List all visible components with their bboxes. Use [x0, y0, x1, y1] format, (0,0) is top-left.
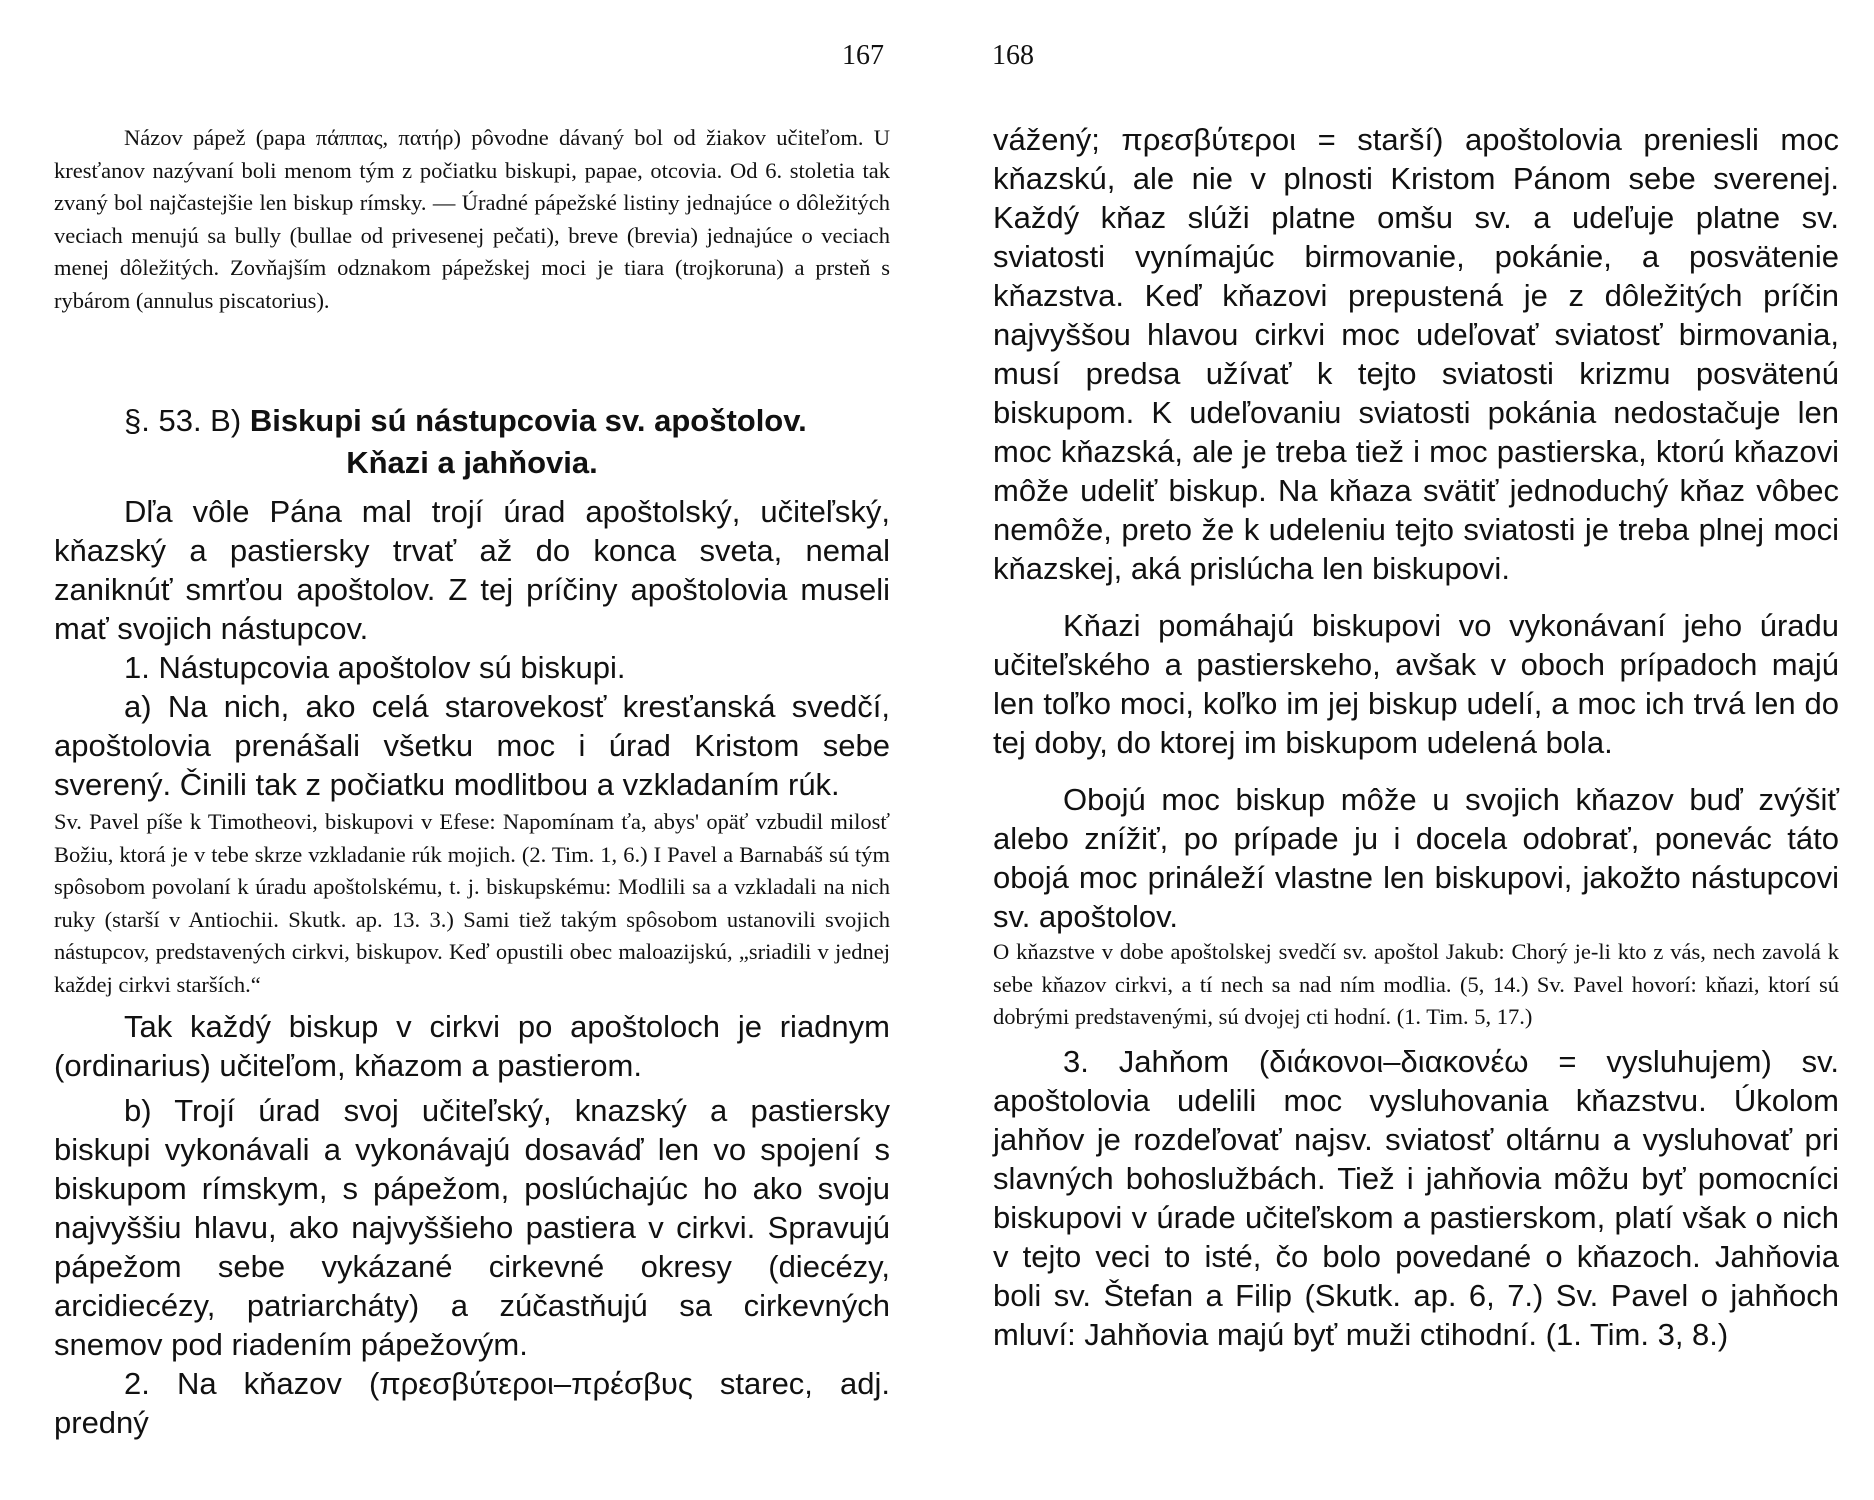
section-heading-line1: [54, 400, 890, 442]
section-title-1: Biskupi sú nástupcovia sv. apoštolov.: [249, 403, 807, 438]
priests-help-paragraph: Kňazi pomáhajú biskupovi vo vykonávaní jeho úradu učiteľského a pastierskeho, avšak v oboch prípadoch majú len toľko moci, koľko im jej biskup udelí, a moc ich trvá len do tej doby, do ktorej im biskupom udelená bola.: [993, 608, 1839, 760]
james-quote: O kňazstve v dobe apoštolskej svedčí sv. apoštol Jakub: Chorý je-li kto z vás, nech zavolá k sebe kňazov cirkvi, a tí nech sa nad ním modlia. (5, 14.) Sv. Pavel hovorí: kňazi, ktorí sú dobrými predstavenými, sú dvojej cti hodní. (1. Tim. 5, 17.): [993, 939, 1839, 1029]
point-1a-quote: Sv. Pavel píše k Timotheovi, biskupovi v Efese: Napomínam ťa, abys' opäť vzbudil milosť Božiu, ktorá je v tebe skrze vzkladanie rúk mojich. (2. Tim. 1, 6.) I Pavel a Barnabáš sú tým spôsobom povolaní k úradu apoštolskému, t. j. biskupskému: Modlili sa a vzkladali na nich ruky (starší v Antiochii. Skutk. ap. 13. 3.) Sami tiež takým spôsobom ustanovili svojich nástupcov, predstavených cirkvi, biskupov. Keď opustili obec maloazijskú, „sriadili v jednej každej cirkvi starších.“: [54, 809, 890, 997]
point-1: 1. Nástupcovia apoštolov sú biskupi.: [124, 650, 626, 685]
point-1b: b) Trojí úrad svoj učiteľský, knazský a pastiersky biskupi vykonávali a vykonávajú dosaváď len vo spojení s biskupom rímskym, s pápežom, poslúchajúc ho ako svoju najvyššiu hlavu, ako najvyššieho pastiera v cirkvi. Spravujú pápežom sebe vykázané cirkevné okresy (diecézy, arcidiecézy, patriarcháty) a zúčastňujú sa cirkevných snemov pod riadením pápežovým.: [54, 1093, 890, 1362]
intro-paragraph: Dľa vôle Pána mal trojí úrad apoštolský, učiteľský, kňazský a pastiersky trvať až do konca sveta, nemal zaniknúť smrťou apoštolov. Z tej príčiny apoštolovia museli mať svojich nástupcov.: [54, 494, 890, 646]
page-number-left: 167: [842, 40, 884, 71]
point-2-start: 2. Na kňazov (πρεσβύτεροι–πρέσβυς starec, adj. predný: [54, 1366, 890, 1440]
section-number: §. 53. B): [124, 403, 242, 438]
page-number-right: 168: [992, 40, 1034, 71]
right-body: [993, 120, 1839, 1354]
ordinarius-paragraph: Tak každý biskup v cirkvi po apoštoloch je riadnym (ordinarius) učiteľom, kňazom a pastierom.: [54, 1009, 890, 1083]
point-3-paragraph: 3. Jahňom (διάκονοι–διακονέω = vysluhujem) sv. apoštolovia udelili moc vysluhovania kňazstvu. Úkolom jahňov je rozdeľovať najsv. sviatosť oltárnu a vysluhovať pri slavných bohoslužbách. Tiež i jahňovia môžu byť pomocníci biskupovi v úrade učiteľskom a pastierskom, platí však o nich v tejto veci to isté, čo bolo povedané o kňazoch. Jahňovia boli sv. Štefan a Filip (Skutk. ap. 6, 7.) Sv. Pavel o jahňoch mluví: Jahňovia majú byť muži ctihodní. (1. Tim. 3, 8.): [993, 1043, 1839, 1352]
section-heading: [54, 400, 890, 484]
footnote-papez: Názov pápež (papa πάππας, πατήρ) pôvodne dávaný bol od žiakov učiteľom. U kresťanov nazývaní boli menom tým z počiatku biskupi, papae, otcovia. Od 6. stoletia tak zvaný bol najčastejšie len biskup rímsky. — Úradné pápežské listiny jednajúce o dôležitých veciach menujú sa bully (bullae od privesenej pečati), breve (brevia) jednajúce o veciach menej dôležitých. Zovňajším odznakom pápežskej moci je tiara (trojkoruna) a prsteň s rybárom (annulus piscatorius).: [54, 125, 890, 313]
left-footnote-block: [54, 122, 890, 317]
right-page: [937, 0, 1874, 1500]
point-1a: a) Na nich, ako celá starovekosť kresťanská svedčí, apoštolovia prenášali všetku moc i úrad Kristom sebe sverený. Činili tak z počiatku modlitbou a vzkladaním rúk.: [54, 689, 890, 802]
both-powers-paragraph: Obojú moc biskup môže u svojich kňazov buď zvýšiť alebo znížiť, po prípade ju i docela odobrať, ponevác táto obojá moc prináleží vlastne len biskupovi, jakožto nástupcovi sv. apoštolov.: [993, 782, 1839, 934]
continuation-paragraph: vážený; πρεσβύτεροι = starší) apoštolovia preniesli moc kňazskú, ale nie v plnosti Kristom Pánom sebe sverenej. Každý kňaz slúži platne omšu sv. a udeľuje platne sv. sviatosti vynímajúc birmovanie, pokánie, a posvätenie kňazstva. Keď kňazovi prepustená je z dôležitých príčin najvyššou hlavou cirkvi moc udeľovať sviatosť birmovania, musí predsa užívať k tejto sviatosti krizmu posvätenú biskupom. K udeľovaniu sviatosti pokánia nedostačuje len moc kňazská, ale je treba tiež i moc pastierska, ktorú kňazovi môže udeliť biskup. Na kňaza svätiť jednoduchý kňaz vôbec nemôže, preto že k udeleniu tejto sviatosti je treba plnej moci kňazskej, aká prislúcha len biskupovi.: [993, 122, 1839, 586]
section-title-2: Kňazi a jahňovia.: [346, 445, 598, 480]
left-body: [54, 492, 890, 1442]
